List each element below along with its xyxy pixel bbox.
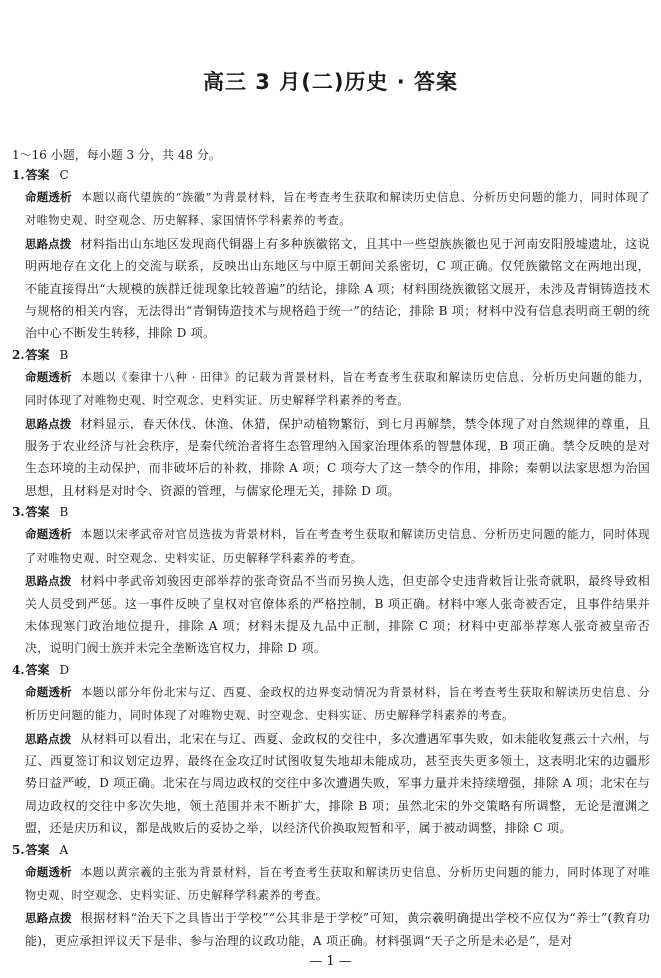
analysis-paragraph [12,861,650,908]
answer-line [12,660,650,681]
tip-label: 思路点拨 [25,911,72,926]
analysis-paragraph [12,681,650,728]
tip-paragraph [12,728,650,840]
tip-text: 材料指出山东地区发现商代铜器上有多种族徽铭文，且其中一些望族族徽也见于河南安阳殷墟遗址，这说明两地存在文化上的交流与联系，反映出山东地区与中原王朝间关系密切，C 项正确。仅凭族徽铭文在两地出现，不能直接得出“大规模的族群迁徙现象比较普遍”的结论，排除 A 项；材料围绕族徽铭文展开，未涉及青铜铸造技术与规格的相关内容，无法得出“青铜铸造技术与规格趋于统一”的结论，排除 B 项；材料中没有信息表明商王朝的统治中心不断发生转移，排除 D 项。 [25,236,650,341]
analysis-paragraph [12,523,650,570]
tip-label: 思路点拨 [25,416,72,431]
page-number: — 1 — [309,954,352,969]
analysis-label: 命题透析 [25,527,72,542]
answer-label: 答案 [25,842,50,857]
answer-letter: A [59,842,69,857]
analysis-label: 命题透析 [25,369,72,384]
answer-label: 答案 [25,347,50,362]
tip-text: 材料显示，春天休伐、休渔、休猎，保护动植物繁衍，到七月再解禁，禁令体现了对自然规律的尊重，且服务于农业经济与社会秩序，是秦代统治者将生态管理纳入国家治理体系的智慧体现，B 项正确。禁令反映的是对生态环境的主动保护，而非破坏后的补救，排除 A 项；C 项夸大了这一禁令的作用，排除；秦朝以法家思想为治国思想，且材料是对时令、资源的管理，与儒家伦理无关，排除 D 项。 [25,416,650,498]
question-number: 3. [12,505,25,520]
analysis-text: 本题以部分年份北宋与辽、西夏、金政权的边界变动情况为背景材料，旨在考查考生获取和解读历史信息、分析历史问题的能力，同时体现了对唯物史观、时空观念、史料实证、历史解释学科素养的考查。 [25,685,651,723]
tip-paragraph [12,907,650,952]
analysis-text: 本题以黄宗羲的主张为背景材料，旨在考查考生获取和解读历史信息、分析历史问题的能力，同时体现了对唯物史观、时空观念、史料实证、历史解释学科素养的考查。 [25,865,651,902]
answer-label: 答案 [25,168,50,182]
analysis-label: 命题透析 [25,684,72,699]
answer-item-3 [12,502,650,659]
analysis-text: 本题以《秦律十八种 · 田律》的记载为背景材料，旨在考查考生获取和解读历史信息、分析历史问题的能力，同时体现了对唯物史观、时空观念、史料实证、历史解释学科素养的考查。 [25,370,651,408]
answer-line [12,502,650,523]
tip-label: 思路点拨 [25,574,72,589]
answer-item-2 [12,345,650,502]
question-number: 1. [12,168,25,182]
question-number: 5. [12,842,25,857]
analysis-label: 命题透析 [25,190,72,204]
tip-paragraph [12,233,650,345]
question-number: 2. [12,347,25,362]
answer-line [12,165,650,186]
answer-item-4 [12,660,650,840]
tip-label: 思路点拨 [25,236,72,251]
answer-line [12,345,650,366]
tip-paragraph [12,413,650,503]
analysis-paragraph [12,366,650,413]
answer-letter: D [59,662,70,677]
answer-letter: C [59,168,69,182]
answer-item-5 [12,840,650,953]
tip-label: 思路点拨 [25,731,72,746]
analysis-paragraph [12,186,650,233]
question-number: 4. [12,662,25,677]
answer-label: 答案 [25,505,50,520]
tip-text: 材料中孝武帝刘骏因吏部举荐的张奇资品不当而另换人选，但吏部令史违背敕旨让张奇就职，最终导致相关人员受到严惩。这一事件反映了皇权对官僚体系的严格控制，B 项正确。材料中寒人张奇被否定，且事件结果并未体现寒门政治地位提升，排除 A 项；材料未提及九品中正制，排除 C 项；材料中吏部举荐寒人张奇被皇帝否决，说明门阀士族并未完全垄断选官权力，排除 D 项。 [25,574,650,656]
analysis-text: 本题以商代望族的“族徽”为背景材料，旨在考查考生获取和解读历史信息、分析历史问题的能力，同时体现了对唯物史观、时空观念、历史解释、家国情怀学科素养的考查。 [25,191,650,228]
section-intro: 1～16 小题，每小题 3 分，共 48 分。 [12,148,221,162]
analysis-label: 命题透析 [25,864,72,879]
answer-item-1 [12,165,650,345]
analysis-text: 本题以宋孝武帝对官员选拔为背景材料，旨在考查考生获取和解读历史信息、分析历史问题的能力，同时体现了对唯物史观、时空观念、史料实证、历史解释学科素养的考查。 [25,528,651,565]
answer-letter: B [59,347,69,362]
answer-letter: B [59,505,69,520]
answer-line [12,840,650,861]
tip-text: 根据材料“治天下之具皆出于学校”“公其非是于学校”可知，黄宗羲明确提出学校不应仅为“养士”(教育功能)，更应承担评议天下是非、参与治理的议政功能，A 项正确。材料强调“天子之所是未必是”，是对 [25,911,651,948]
page-title: 高三 3 月(二)历史 · 答案 [202,70,459,94]
answer-label: 答案 [25,662,50,677]
tip-paragraph [12,570,650,660]
answer-content [12,146,650,952]
tip-text: 从材料可以看出，北宋在与辽、西夏、金政权的交往中，多次遭遇军事失败，如未能收复燕云十六州，与辽、西夏签订和议划定边界，最终在金攻辽时试图收复失地却未能成功，甚至丧失更多领土，这表明北宋的边疆形势日益严峻，D 项正确。北宋在与周边政权的交往中多次遭遇失败，军事力量并未持续增强，排除 A 项；北宋在与周边政权的交往中多次失地，领土范围并未不断扩大，排除 B 项；虽然北宋的外交策略有所调整，无论是澶渊之盟，还是庆历和议，都是战败后的妥协之举，以经济代价换取短暂和平，属于被动调整，排除 C 项。 [25,731,650,836]
